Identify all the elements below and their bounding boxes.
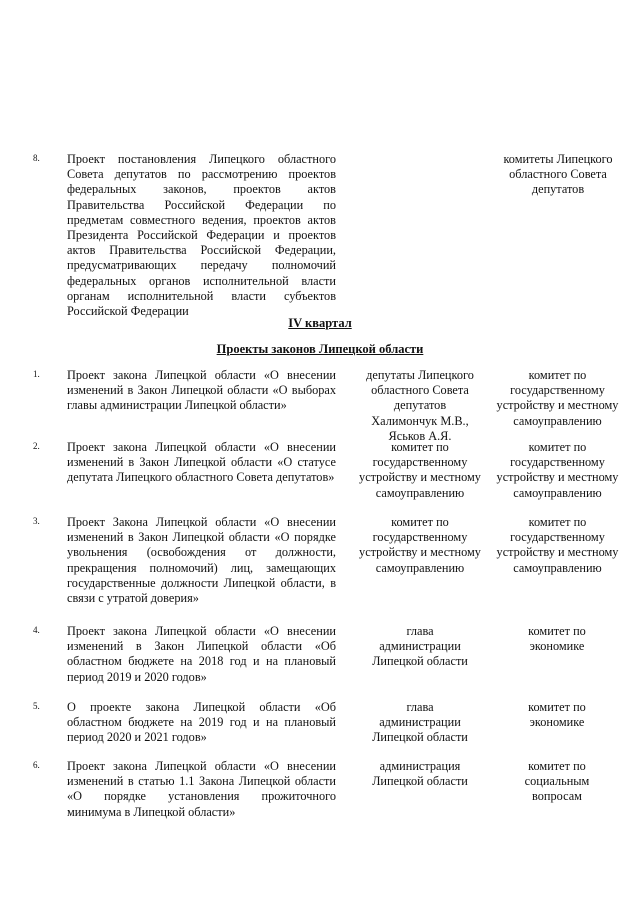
- row-committee: комитет по экономике: [528, 700, 586, 730]
- row-responsible: комитет по государственному устройству и местному самоуправлению: [359, 515, 481, 575]
- row-title: Проект закона Липецкой области «О внесении изменений в Закон Липецкой области «О выборах главы администрации Липецкой области»: [67, 368, 336, 413]
- row-responsible: комитет по государственному устройству и местному самоуправлению: [359, 440, 481, 500]
- row-number: 4.: [33, 625, 40, 635]
- row-responsible: администрация Липецкой области: [372, 759, 468, 789]
- row-number: 6.: [33, 760, 40, 770]
- row-committee: комитет по экономике: [528, 624, 586, 654]
- row-committee: комитет по государственному устройству и местному самоуправлению: [496, 440, 619, 500]
- row-title: Проект постановления Липецкого областного Совета депутатов по рассмотрению проектов федеральных законов, проектов актов Правительства Российской Федерации по предметам совместного ведения, проектов актов Президента Российской Федерации и проектов актов Правительства Российской Федерации, предусматривающих передачу полномочий федеральных органов исполнительной власти органам исполнительной власти субъектов Российской Федерации: [67, 152, 336, 319]
- row-title: Проект Закона Липецкой области «О внесении изменений в Закон Липецкой области «О порядке увольнения (освобождения от должности, прекращения полномочий) лиц, замещающих государственные должности Липецкой области, в связи с утратой доверия»: [67, 515, 336, 606]
- row-committee: комитеты Липецкого областного Совета депутатов: [503, 152, 613, 197]
- row-number: 8.: [33, 153, 40, 163]
- row-title: Проект закона Липецкой области «О внесении изменений в Закон Липецкой области «О статусе депутата Липецкого областного Совета депутатов»: [67, 440, 336, 485]
- row-committee: комитет по социальным вопросам: [524, 759, 590, 804]
- quarter-heading: IV квартал: [288, 316, 352, 330]
- row-title: О проекте закона Липецкой области «Об областном бюджете на 2019 год и на плановый период 2020 и 2021 годов»: [67, 700, 336, 745]
- row-committee: комитет по государственному устройству и местному самоуправлению: [496, 368, 619, 428]
- row-number: 1.: [33, 369, 40, 379]
- row-number: 5.: [33, 701, 40, 711]
- row-responsible: глава администрации Липецкой области: [372, 700, 468, 745]
- row-number: 2.: [33, 441, 40, 451]
- row-number: 3.: [33, 516, 40, 526]
- row-title: Проект закона Липецкой области «О внесении изменений в статью 1.1 Закона Липецкой области «О порядке установления прожиточного минимума в Липецкой области»: [67, 759, 336, 819]
- row-committee: комитет по государственному устройству и местному самоуправлению: [496, 515, 619, 575]
- row-title: Проект закона Липецкой области «О внесении изменений в Закон Липецкой области «Об областном бюджете на 2018 год и на плановый период 2019 и 2020 годов»: [67, 624, 336, 684]
- row-responsible: депутаты Липецкого областного Совета депутатов Халимончук М.В., Яськов А.Я.: [366, 368, 474, 443]
- laws-heading: Проекты законов Липецкой области: [216, 342, 424, 356]
- row-responsible: глава администрации Липецкой области: [372, 624, 468, 669]
